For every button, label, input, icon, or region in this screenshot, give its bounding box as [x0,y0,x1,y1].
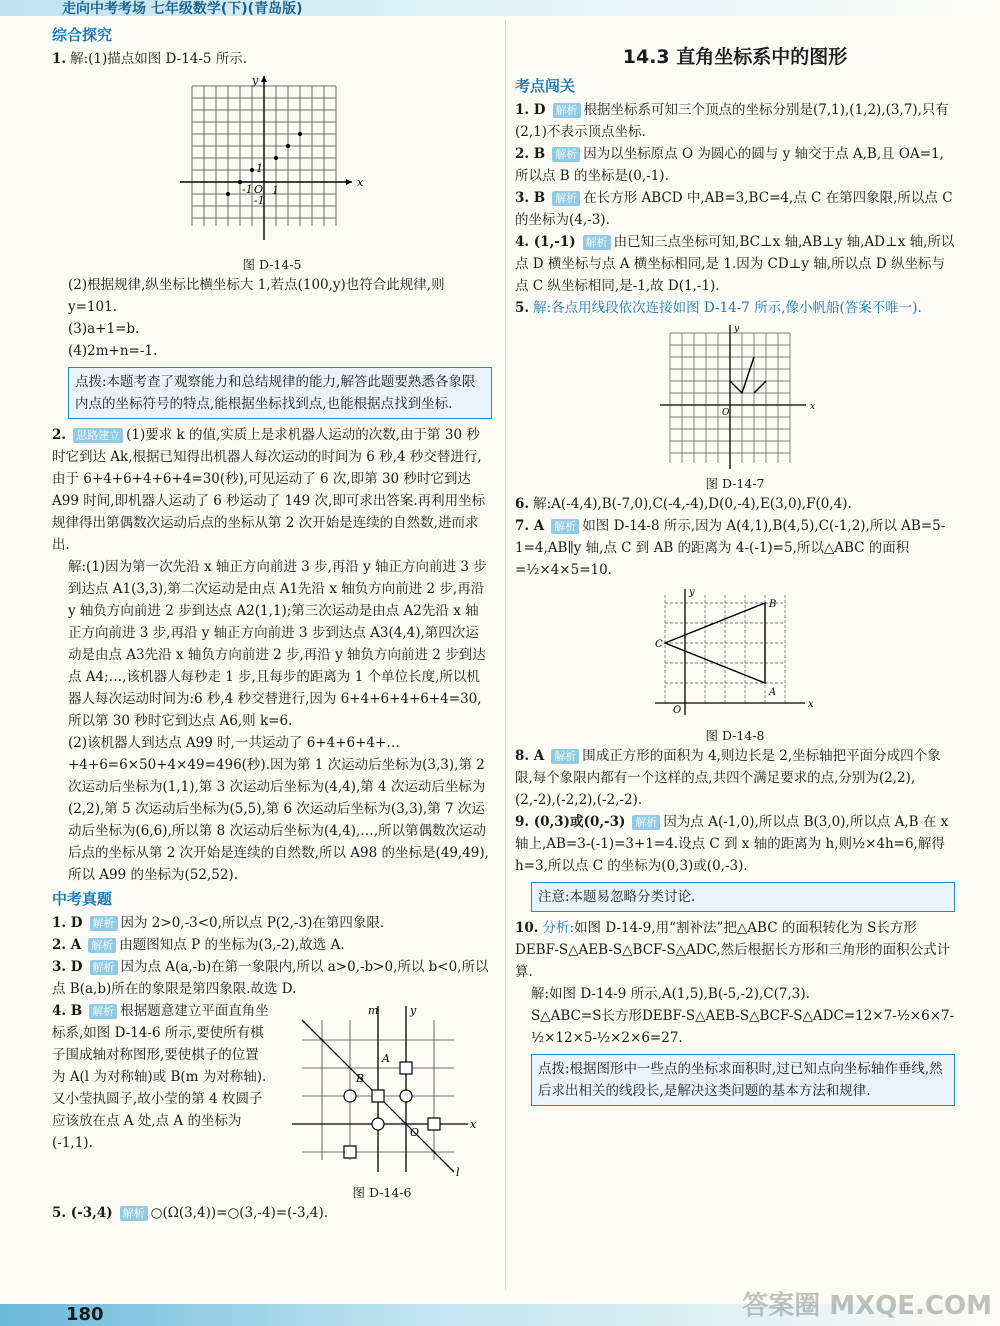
note-box: 注意:本题易忽略分类讨论. [531,882,955,912]
svg-text:y: y [689,587,695,598]
figure-caption: 图 D-14-7 [705,476,765,491]
svg-text:x: x [810,402,816,412]
svg-text:1: 1 [256,162,263,175]
q1-part-d: (4)2m+n=-1. [68,343,158,359]
figure-d-14-8 [645,585,825,725]
svg-text:O: O [410,1126,420,1139]
exam-q4-wrap [52,1000,492,1202]
page-number: 180 [66,1304,104,1325]
svg-text:A: A [769,687,777,698]
chapter-title: 14.3 直角坐标系中的图形 [622,46,848,68]
svg-text:A: A [382,1052,390,1065]
figure-d-14-5 [172,74,372,254]
section-heading-comprehensive: 综合探究 [52,26,113,44]
svg-text:-1: -1 [254,194,265,207]
cp-q10: 10. 分析:如图 D-14-9,用“割补法”把△ABC 的面积转化为 S长方形DEBF-S△AEB-S△BCF-S△ADC,然后根据长方形和三角形的面积公式计算. [515,920,951,980]
exam-q4: 4. B 解析 根据题意建立平面直角坐标系,如图 D-14-6 所示,要使所有棋子围成轴对称图形,要使棋子的位置为 A(l 为对称轴)或 B(m 为对称轴).又小莹执圆子,故小莹的第 4 枚圆子应该放在点 A 处,点 A 的坐标为(-1,1). [52,1003,269,1151]
svg-text:O: O [722,408,730,418]
q1-part-b: (2)根据规律,纵坐标比横坐标大 1,若点(100,y)也符合此规律,则 y=101. [68,277,445,315]
cp-q9: 9. (0,3)或(0,-3) 解析 因为点 A(-1,0),所以点 B(3,0),所以点 A,B 在 x 轴上,AB=3-(-1)=3+1=4.设点 C 到 x 轴的距离为 h,则½×4h=6,解得 h=3,所以点 C 的坐标为(0,3)或(0,-3). [515,814,949,874]
exam-q1: 1. D 解析 因为 2>0,-3<0,所以点 P(2,-3)在第四象限. [52,915,385,931]
svg-text:B: B [356,1072,365,1085]
cp-q3: 3. B 解析 在长方形 ABCD 中,AB=3,BC=4,点 C 在第四象限,所以点 C 的坐标为(4,-3). [515,190,953,228]
svg-text:y: y [252,74,259,87]
q2-thinking: 2. 思路建立 (1)要求 k 的值,实质上是求机器人运动的次数,由于第 30 秒时它到达 Ak,根据已知得出机器人每次运动的时间为 6 秒,4 秒交替进行,由于 6+4+6+4+6+4=30(秒),可见运动了 6 次,即第 30 秒时它到达 A99 时间,即机器人运动了 6 秒运动了 149 次,即可求出答案.再利用坐标规律得出第偶数次运动后点的坐标从第 2 次开始是连续的自然数,进而求出. [52,427,486,553]
cp-q1: 1. D 解析 根据坐标系可知三个顶点的坐标分别是(7,1),(1,2),(3,7),只有(2,1)不表示顶点坐标. [515,102,949,140]
cp-q10-solution: 解:如图 D-14-9 所示,A(1,5),B(-5,-2),C(7,3). [531,986,810,1002]
svg-text:O: O [254,183,264,196]
q2-solution-1: 解:(1)因为第一次先沿 x 轴正方向前进 3 步,再沿 y 轴正方向前进 3 步到达点 A1(3,3),第二次运动是由点 A1先沿 x 轴负方向前进 2 步,再沿 y 轴负方向前进 2 步到达点 A2(1,1);第三次运动是由点 A2先沿 x 轴正方向前进 3 步,再沿 y 轴正方向前进 3 步到达点 A3(4,4),第四次运动是由点 A3先沿 x 轴负方向前进 2 步,再沿 y 轴负方向前进 2 步到达点 A4;…,该机器人每秒走 1 步,且每步的距离为 1 个单位长度,所以机器人每次运动时间为:6 秒,4 秒交替进行,因为 6+4+6+4+6+4=30,所以第 30 秒时它到达点 A6,则 k=6. [68,559,487,729]
cp-q8: 8. A 解析 围成正方形的面积为 4,则边长是 2,坐标轴把平面分成四个象限,每个象限内都有一个这样的点,共四个满足要求的点,分别为(2,2),(2,-2),(-2,2),(-2,-2). [515,748,941,808]
cp-q2: 2. B 解析 因为以坐标原点 O 为圆心的圆与 y 轴交于点 A,B,且 OA=1,所以点 B 的坐标是(0,-1). [515,146,944,184]
svg-text:m: m [368,1004,379,1017]
svg-text:x: x [357,176,364,189]
cp-q5: 5. 解:各点用线段依次连接如图 D-14-7 所示,像小帆船(答案不唯一). [515,300,922,316]
q1-part-a: 1. 解:(1)描点如图 D-14-5 所示. [52,51,248,67]
tip-box: 点拨:本题考查了观察能力和总结规律的能力,解答此题要熟悉各象限内点的坐标符号的特点,能根据坐标找到点,也能根据点找到坐标. [68,367,492,419]
exam-q5: 5. (-3,4) 解析 ○(Ω(3,4))=○(3,-4)=(-3,4). [52,1205,329,1221]
figure-d-14-6 [282,1000,482,1180]
watermark: 答案圈 MXQE.COM [742,1291,992,1321]
figure-caption: 图 D-14-6 [352,1185,412,1200]
figure-d-14-6-wrap [282,1000,482,1202]
exam-q3: 3. D 解析 因为点 A(a,-b)在第一象限内,所以 a>0,-b>0,所以 b<0,所以点 B(a,b)所在的象限是第四象限.故选 D. [52,959,489,997]
svg-text:O: O [673,705,682,716]
left-column [52,22,492,1224]
figure-d-14-7 [650,323,820,473]
svg-text:1: 1 [272,184,279,197]
header-title: 走向中考考场 七年级数学(下)(青岛版) [62,1,303,17]
figure-caption: 图 D-14-5 [242,257,302,272]
svg-text:B: B [769,599,777,610]
svg-text:-1: -1 [242,183,253,196]
q1-part-c: (3)a+1=b. [68,321,140,337]
exam-q2: 2. A 解析 由题图知点 P 的坐标为(3,-2),故选 A. [52,937,345,953]
section-heading-exam: 中考真题 [52,890,113,908]
section-heading-checkpoints: 考点闯关 [515,77,576,95]
figure-caption: 图 D-14-8 [705,728,765,743]
cp-q7: 7. A 解析 如图 D-14-8 所示,因为 A(4,1),B(4,5),C(-1,2),所以 AB=5-1=4,AB∥y 轴,点 C 到 AB 的距离为 4-(-1)=5,所以△ABC 的面积=½×4×5=10. [515,518,946,578]
cp-q4: 4. (1,-1) 解析 由已知三点坐标可知,BC⊥x 轴,AB⊥y 轴,AD⊥x 轴,所以点 D 横坐标与点 A 横坐标相同,是 1.因为 CD⊥y 轴,所以点 D 纵坐标与点 C 纵坐标相同,是-1,故 D(1,-1). [515,234,955,294]
q2-solution-2: (2)该机器人到达点 A99 时,一共运动了 6+4+6+4+…+4+6=6×50+4×49=496(秒).因为第 1 次运动后坐标为(3,3),第 2 次运动后坐标为(1,1),第 3 次运动后坐标为(4,4),第 4 次运动后坐标为(2,2),第 5 次运动后坐标为(5,5),第 6 次运动后坐标为(3,3),第 7 次运动后坐标为(6,6),所以第 8 次运动后坐标为(4,4),…,所以第偶数次运动后点的坐标从第 2 次开始是连续的自然数,所以 A98 的坐标是(49,49),所以 A99 的坐标为(52,52). [68,735,489,883]
right-column [515,22,955,1111]
cp-q10-formula: S△ABC=S长方形DEBF-S△AEB-S△BCF-S△ADC=12×7-½×6×7-½×12×5-½×2×6=27. [531,1008,955,1046]
svg-text:l: l [456,1166,460,1179]
svg-text:y: y [734,324,740,334]
cp-q6: 6. 解:A(-4,4),B(-7,0),C(-4,-4),D(0,-4),E(3,0),F(0,4). [515,496,852,512]
svg-text:y: y [410,1004,417,1017]
svg-text:x: x [808,699,814,710]
tip-box-2: 点拨:根据图形中一些点的坐标求面积时,过已知点向坐标轴作垂线,然后求出相关的线段长,是解决这类问题的基本方法和规律. [531,1054,955,1106]
svg-text:C: C [655,639,663,650]
column-divider [505,20,506,1290]
svg-text:x: x [470,1118,477,1131]
